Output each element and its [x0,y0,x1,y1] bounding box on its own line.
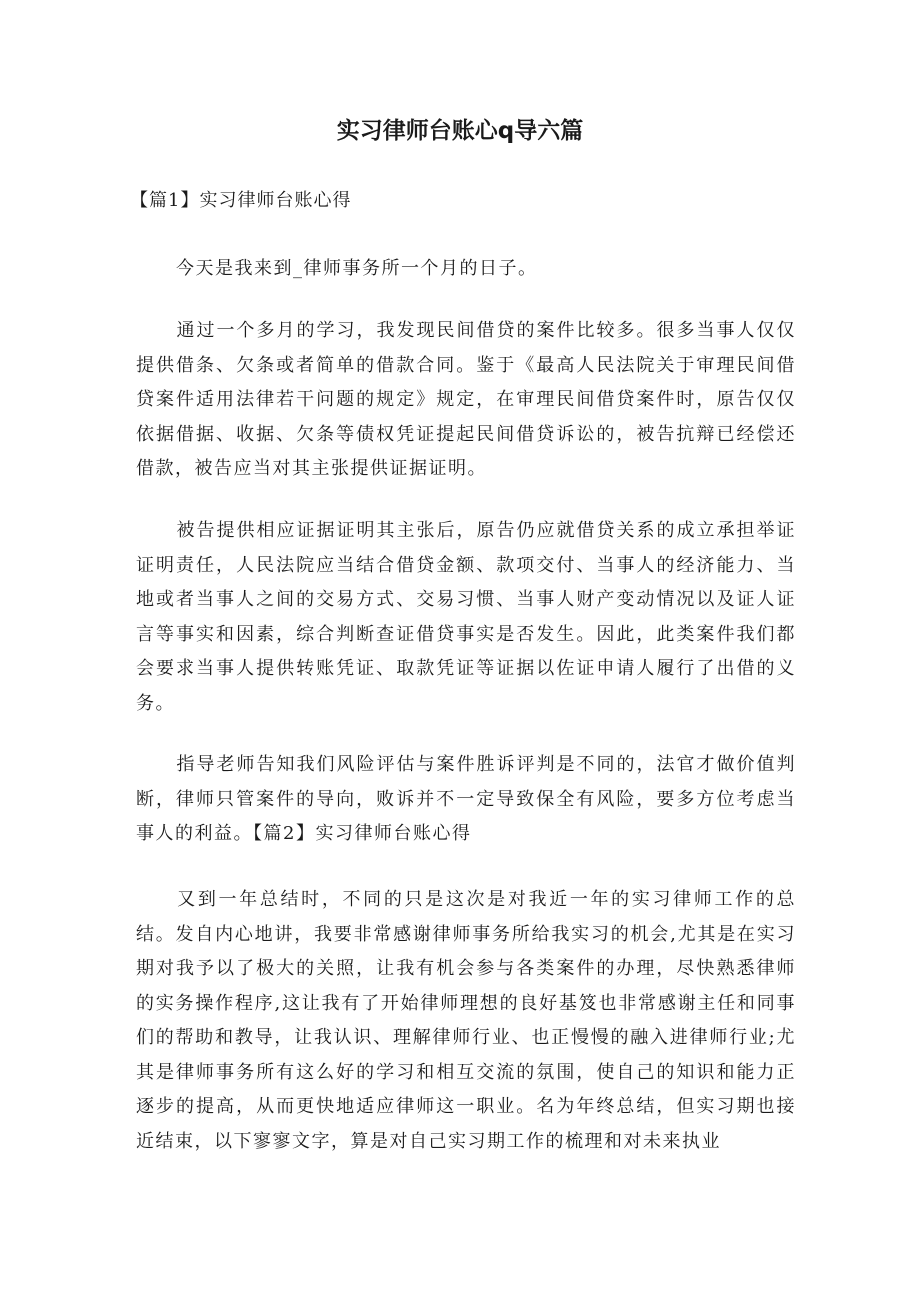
paragraph-1 [136,252,796,287]
paragraph-2 [136,314,796,487]
paragraph-2-text: 通过一个多月的学习，我发现民间借贷的案件比较多。很多当事人仅仅提供借条、欠条或者简单的借款合同。鉴于《最高人民法院关于审理民间借贷案件适用法律若干问题的规定》规定，在审理民间借贷案件时，原告仅仅依据借据、收据、欠条等债权凭证提起民间借贷诉讼的，被告抗辩已经偿还借款，被告应当对其主张提供证据证明。 [136,320,796,479]
paragraph-4 [136,748,796,852]
paragraph-5-text: 又到一年总结时，不同的只是这次是对我近一年的实习律师工作的总结。发自内心地讲，我要非常感谢律师事务所给我实习的机会,尤其是在实习期对我予以了极大的关照，让我有机会参与各类案件的办理，尽快熟悉律师的实务操作程序,这让我有了开始律师理想的良好基笈也非常感谢主任和同事们的帮助和教导，让我认识、理解律师行业、也正慢慢的融入进律师行业;尤其是律师事务所有这么好的学习和相互交流的氛围，使自己的知识和能力正逐步的提高，从而更快地适应律师这一职业。名为年终总结，但实习期也接近结束，以下寥寥文字，算是对自己实习期工作的梳理和对未来执业 [136,889,796,1152]
section-heading-1: 【篇1】实习律师台账心得 [130,190,352,211]
paragraph-3-text: 被告提供相应证据证明其主张后，原告仍应就借贷关系的成立承担举证证明责任，人民法院应当结合借贷金额、款项交付、当事人的经济能力、当地或者当事人之间的交易方式、交易习惯、当事人财产变动情况以及证人证言等事实和因素，综合判断查证借贷事实是否发生。因此，此类案件我们都会要求当事人提供转账凭证、取款凭证等证据以佐证申请人履行了出借的义务。 [136,520,796,714]
document-title: 实习律师台账心q导六篇 [336,118,584,144]
paragraph-1-text: 今天是我来到_律师事务所一个月的日子。 [176,258,538,279]
paragraph-3 [136,514,796,721]
paragraph-4-text: 指导老师告知我们风险评估与案件胜诉评判是不同的，法官才做价值判断，律师只管案件的导向，败诉并不一定导致保全有风险，要多方位考虑当事人的利益。【篇2】实习律师台账心得 [136,754,796,844]
paragraph-5 [136,883,796,1159]
